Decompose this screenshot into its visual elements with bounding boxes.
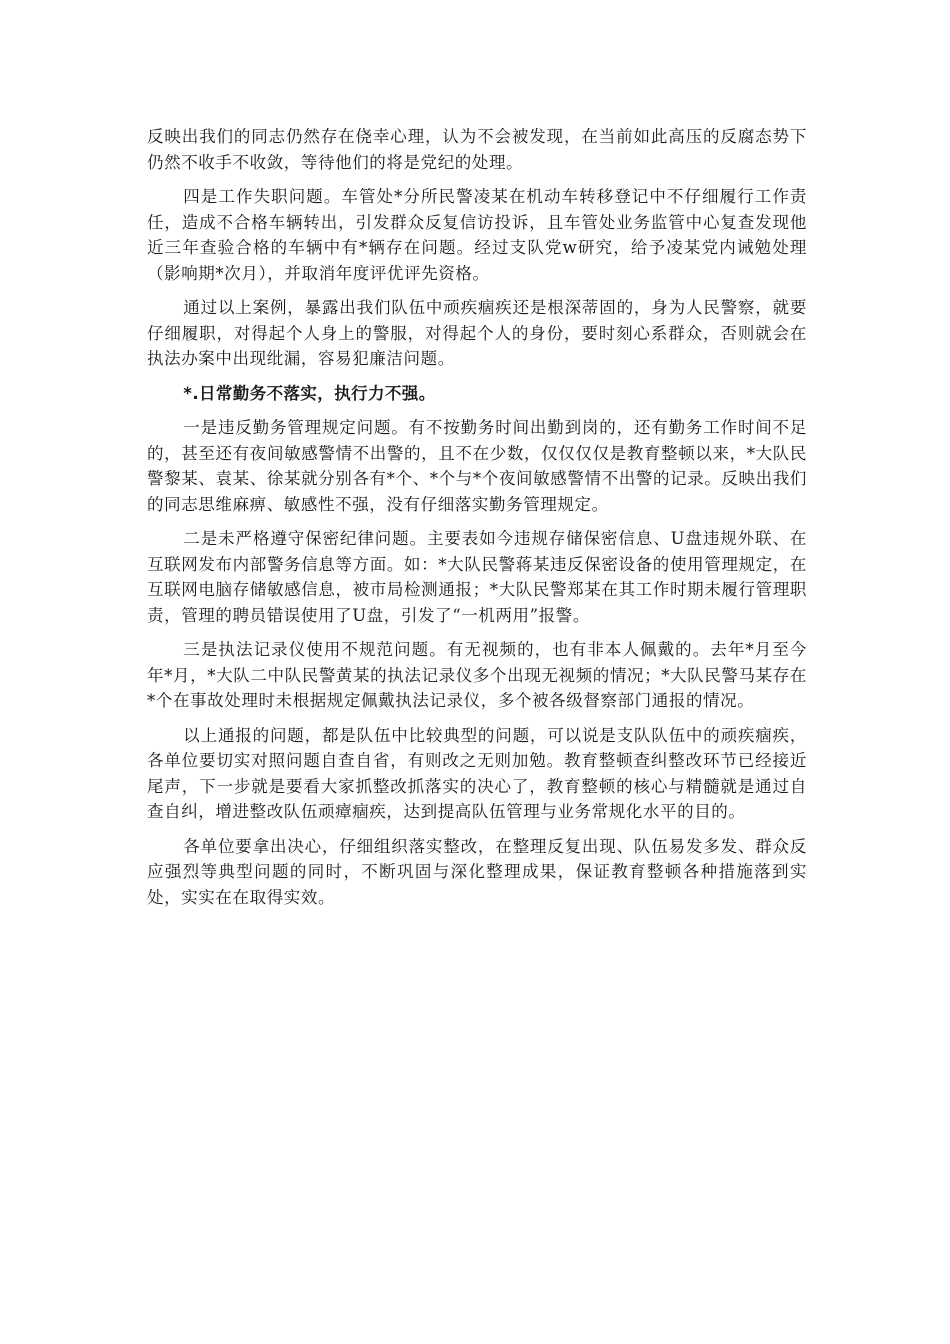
- paragraph-conclusion: 各单位要拿出决心，仔细组织落实整改，在整理反复出现、队伍易发多发、群众反应强烈等典型问题的同时，不断巩固与深化整理成果，保证教育整顿各种措施落到实处，实实在在取得实效。: [147, 836, 807, 907]
- document-body: [147, 124, 807, 919]
- paragraph-dereliction-of-duty: 四是工作失职问题。车管处*分所民警凌某在机动车转移登记中不仔细履行工作责任，造成不合格车辆转出，引发群众反复信访投诉，且车管处业务监管中心复查发现他近三年查验合格的车辆中有*辆存在问题。经过支队党w研究，给予凌某党内诫勉处理（影响期*次月），并取消年度评优评先资格。: [147, 187, 807, 283]
- paragraph-continuation: 反映出我们的同志仍然存在侥幸心理，认为不会被发现，在当前如此高压的反腐态势下仍然不收手不收敛，等待他们的将是党纪的处理。: [147, 127, 807, 172]
- paragraph-case-summary: 通过以上案例，暴露出我们队伍中顽疾痼疾还是根深蒂固的，身为人民警察，就要仔细履职，对得起个人身上的警服，对得起个人的身份，要时刻心系群众，否则就会在执法办案中出现纰漏，容易犯廉洁问题。: [147, 298, 807, 368]
- paragraph-summary: 以上通报的问题，都是队伍中比较典型的问题，可以说是支队队伍中的顽疾痼疾，各单位要切实对照问题自查自省，有则改之无则加勉。教育整顿查纠整改环节已经接近尾声，下一步就是要看大家抓整改抓落实的决心了，教育整顿的核心与精髓就是通过自查自纠，增进整改队伍顽瘴痼疾，达到提高队伍管理与业务常规化水平的目的。: [147, 725, 807, 821]
- section-heading: *.日常勤务不落实，执行力不强。: [183, 383, 436, 403]
- paragraph-recorder-usage: 三是执法记录仪使用不规范问题。有无视频的，也有非本人佩戴的。去年*月至今年*月，*大队二中队民警黄某的执法记录仪多个出现无视频的情况；*大队民警马某存在*个在事故处理时未根据规定佩戴执法记录仪，多个被各级督察部门通报的情况。: [147, 640, 807, 710]
- paragraph-duty-management: 一是违反勤务管理规定问题。有不按勤务时间出勤到岗的，还有勤务工作时间不足的，甚至还有夜间敏感警情不出警的，且不在少数，仅仅仅仅是教育整顿以来，*大队民警黎某、袁某、徐某就分别各有*个、*个与*个夜间敏感警情不出警的记录。反映出我们的同志思维麻痹、敏感性不强，没有仔细落实勤务管理规定。: [147, 418, 807, 514]
- paragraph-confidentiality: 二是未严格遵守保密纪律问题。主要表如今违规存储保密信息、U盘违规外联、在互联网发布内部警务信息等方面。如：*大队民警蒋某违反保密设备的使用管理规定，在互联网电脑存储敏感信息，被市局检测通报；*大队民警郑某在其工作时期未履行管理职责，管理的聘员错误使用了U盘，引发了“一机两用”报警。: [147, 529, 807, 625]
